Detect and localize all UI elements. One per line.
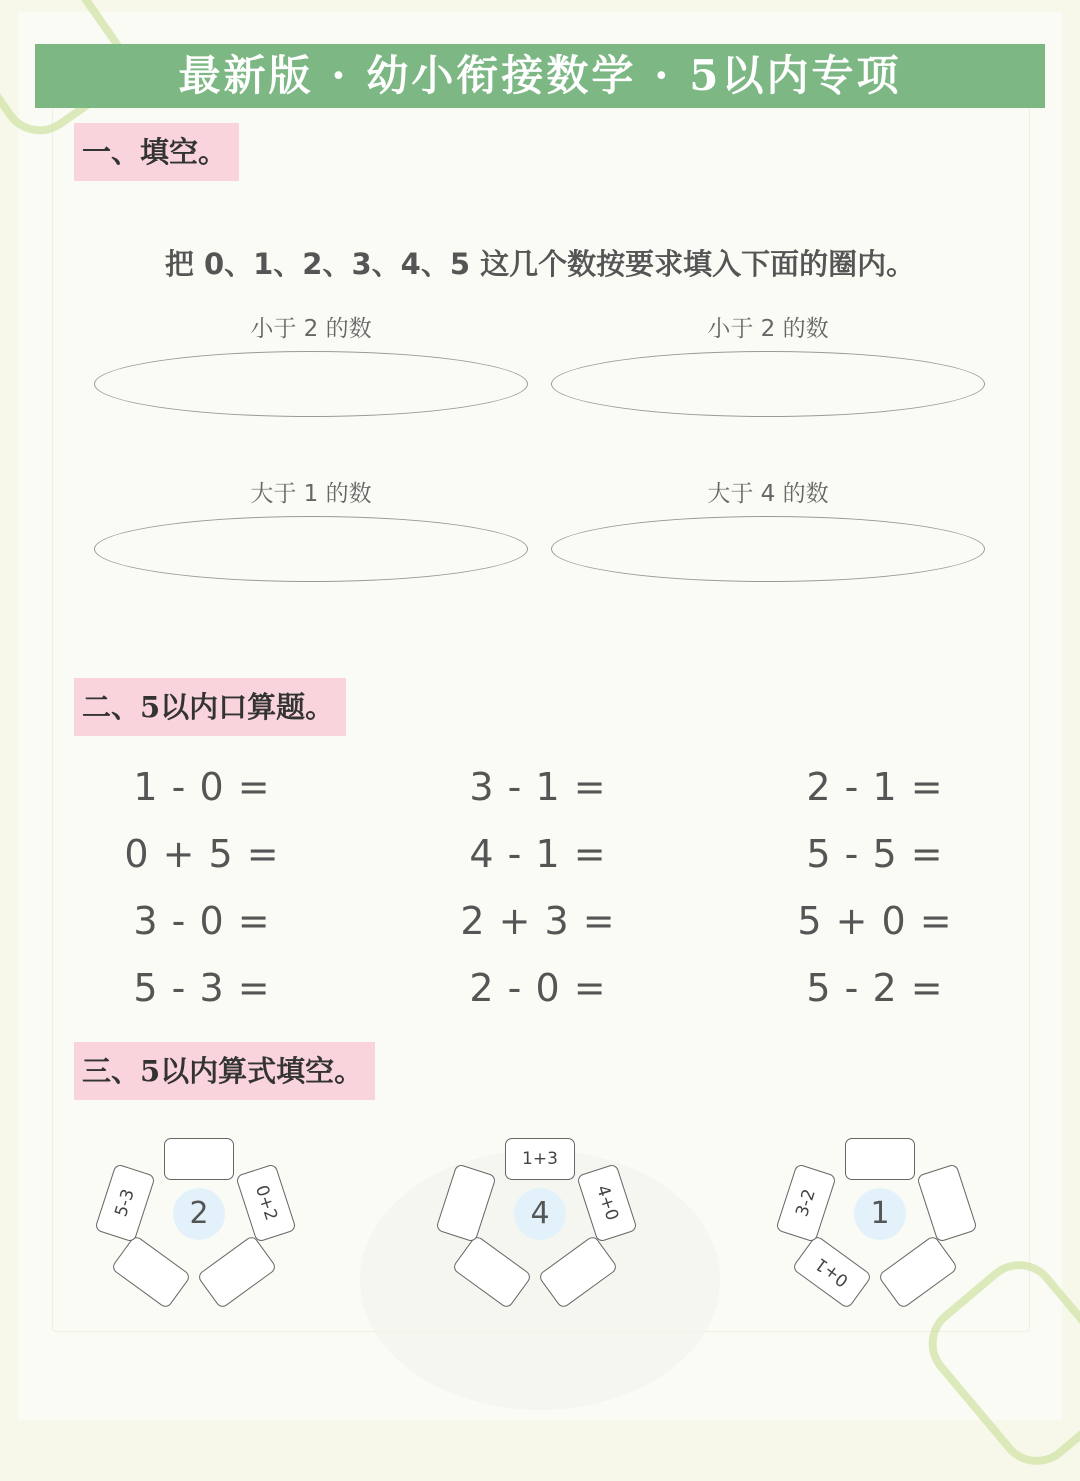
wheel-card-bottom-left[interactable]	[110, 1234, 191, 1309]
wheel-card-bottom-left[interactable]	[451, 1234, 532, 1309]
wheel-card-bottom-right[interactable]	[537, 1234, 618, 1309]
wheel-card-right[interactable]	[916, 1163, 978, 1243]
wheel-card-right[interactable]: 4+0	[576, 1163, 638, 1243]
arithmetic-problem: 0 + 5 =	[124, 832, 280, 876]
arithmetic-problem: 5 - 3 =	[133, 966, 271, 1010]
page-title: 最新版 · 幼小衔接数学 · 5以内专项	[178, 51, 902, 100]
wheel-center-number: 2	[173, 1188, 225, 1240]
wheel-card-left[interactable]: 3-2	[775, 1163, 837, 1243]
arithmetic-problem: 2 + 3 =	[460, 899, 616, 943]
wheel-card-bottom-right[interactable]	[196, 1234, 277, 1309]
wheel-card-bottom-right[interactable]	[877, 1234, 958, 1309]
arithmetic-problem: 3 - 1 =	[469, 765, 607, 809]
oval-label-2: 小于 2 的数	[707, 316, 829, 342]
wheel-card-top[interactable]: 1+3	[505, 1138, 575, 1180]
arithmetic-problem: 1 - 0 =	[133, 765, 271, 809]
answer-oval-3[interactable]	[94, 516, 528, 582]
wheel-card-bottom-left[interactable]: 0+1	[791, 1234, 872, 1309]
wheel-card-top[interactable]	[164, 1138, 234, 1180]
oval-label-1: 小于 2 的数	[250, 316, 372, 342]
arithmetic-problem: 3 - 0 =	[133, 899, 271, 943]
number-wheel-2	[430, 1138, 650, 1318]
number-wheel-3	[770, 1138, 990, 1318]
arithmetic-problem: 2 - 1 =	[806, 765, 944, 809]
section-1-heading: 一、填空。	[74, 123, 239, 181]
section-3-heading: 三、5以内算式填空。	[74, 1042, 375, 1100]
answer-oval-1[interactable]	[94, 351, 528, 417]
oval-label-4: 大于 4 的数	[707, 481, 829, 507]
section-1-instruction: 把 0、1、2、3、4、5 这几个数按要求填入下面的圈内。	[164, 247, 916, 281]
title-banner	[35, 44, 1045, 108]
answer-oval-4[interactable]	[551, 516, 985, 582]
arithmetic-problem: 5 - 5 =	[806, 832, 944, 876]
oval-label-3: 大于 1 的数	[250, 481, 372, 507]
arithmetic-problem: 4 - 1 =	[469, 832, 607, 876]
wheel-center-number: 4	[514, 1188, 566, 1240]
arithmetic-problem: 5 + 0 =	[797, 899, 953, 943]
answer-oval-2[interactable]	[551, 351, 985, 417]
arithmetic-problem: 2 - 0 =	[469, 966, 607, 1010]
section-2-heading: 二、5以内口算题。	[74, 678, 346, 736]
wheel-center-number: 1	[854, 1188, 906, 1240]
wheel-card-left[interactable]: 5-3	[94, 1163, 156, 1243]
number-wheel-1	[89, 1138, 309, 1318]
wheel-card-left[interactable]	[435, 1163, 497, 1243]
wheel-card-top[interactable]	[845, 1138, 915, 1180]
wheel-card-right[interactable]: 0+2	[235, 1163, 297, 1243]
arithmetic-problem: 5 - 2 =	[806, 966, 944, 1010]
